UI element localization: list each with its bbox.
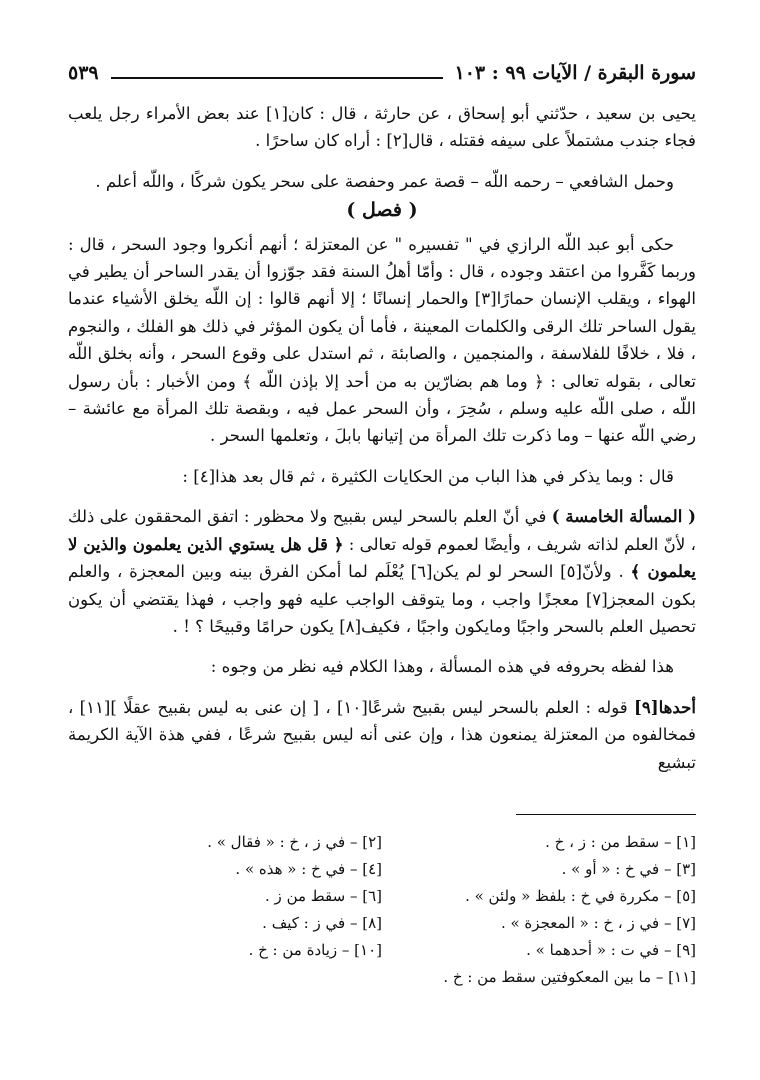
running-header-surah: سورة البقرة / الآيات ٩٩ : ١٠٣	[454, 62, 696, 84]
masala-text-1: في أنّ العلم بالسحر ليس بقبيح ولا محظور : اتفق المحققون على ذلك ، لأنّ العلم لذاته شريف ، وأيضًا لعموم قوله تعالى :	[68, 507, 696, 554]
page-number: ٥٣٩	[68, 62, 99, 84]
page-header	[68, 58, 696, 88]
footnote-separator	[516, 814, 696, 815]
footnote-row	[68, 910, 696, 937]
footnote-1: [١] – سقط من : ز ، خ .	[545, 832, 696, 851]
paragraph-said: قال : وبما يذكر في هذا الباب من الحكايات الكثيرة ، ثم قال بعد هذا[٤] :	[182, 466, 674, 486]
footnote-3: [٣] – في خ : « أو » .	[561, 859, 696, 878]
first-point-label: أحدها[٩]	[633, 696, 696, 717]
masala-label: ( المسألة الخامسة )	[551, 506, 696, 527]
book-page	[68, 58, 696, 1058]
footnote-6: [٦] – سقط من ز .	[265, 886, 382, 905]
header-rule	[111, 77, 443, 79]
footnote-row	[68, 829, 696, 856]
paragraph-razi: حكى أبو عبد اللّه الرازي في " تفسيره " عن المعتزلة ؛ أنهم أنكروا وجود السحر ، قال : وربما كَفَّروا من اعتقد وجوده ، قال : وأمّا أهلُ السنة فقد جوّزوا أن يقدر الساحر أن يطير في الهواء ، ويقلب الإنسان حمارًا[٣] والحمار إنسانًا ؛ إلا أنهم قالوا : إن اللّه يخلق الأشياء عندما يقول الساحر تلك الرقى والكلمات المعينة ، فأما أن يكون المؤثر في ذلك هو الفلك ، والنجوم ، فلا ، خلافًا للفلاسفة ، والمنجمين ، والصابئة ، ثم استدل على وقوع السحر ، وأنه بخلق اللّه تعالى ، بقوله تعالى : ﴿ وما هم بضارّين به من أحد إلا بإذن اللّه ﴾ ومن الأخبار : بأن رسول اللّه ، صلى اللّه عليه وسلم ، سُحِرَ ، وأن السحر عمل فيه ، وبقصة تلك المرأة مع عائشة – رضي اللّه عنها – وما ذكرت تلك المرأة من إتيانها بابلَ ، وتعلمها السحر .	[68, 234, 697, 446]
footnote-8: [٨] – في ز : كيف .	[262, 913, 382, 932]
section-title: ( فصل )	[346, 199, 418, 222]
quran-verse: ﴿ قل هل يستوي الذين يعلمون والذين لا يعلمون ﴾	[68, 533, 697, 582]
footnote-7: [٧] – في ز ، خ : « المعجزة » .	[500, 913, 696, 932]
paragraph-first-point	[68, 694, 696, 776]
paragraph-masala	[68, 503, 696, 640]
footnote-4: [٤] – في خ : « هذه » .	[235, 859, 382, 878]
footnotes	[68, 829, 696, 991]
paragraph-shafii: وحمل الشافعي – رحمه اللّه – قصة عمر وحفصة على سحر يكون شركًا ، واللّه أعلم .	[95, 171, 674, 191]
footnote-row	[68, 856, 696, 883]
footnote-2: [٢] – في ز ، خ : « فقال » .	[207, 832, 382, 851]
footnote-row	[68, 937, 696, 964]
paragraph-narration: يحيى بن سعيد ، حدّثني أبو إسحاق ، عن حارثة ، قال : كان[١] عند بعض الأمراء رجل يلعب فجاء جندب مشتملاً على سيفه فقتله ، قال[٢] : أراه كان ساحرًا .	[68, 104, 696, 151]
first-point-text: قوله : العلم بالسحر ليس بقبيح شرعًا[١٠] ، [ إن عنى به ليس بقبيح عقلًا ][١١] ، فمخالفوه من المعتزلة يمنعون هذا ، وإن عنى أنه ليس بقبيح شرعًا ، ففي هذة الآية الكريمة تبشيع	[68, 697, 696, 772]
page-body	[68, 100, 696, 776]
masala-text-2: . ولأنّ[٥] السحر لو لم يكن[٦] يُعْلَم لما أمكن الفرق بينه وبين المعجزة ، والعلم بكون المعجز[٧] معجزًا واجب ، وما يتوقف الواجب عليه فهو واجب ، فهذا يقتضي أن يكون تحصيل العلم بالسحر واجبًا ومايكون واجبًا ، فكيف[٨] يكون حرامًا وقبيحًا ؟ ! .	[68, 562, 696, 636]
footnote-10: [١٠] – زيادة من : خ .	[248, 940, 382, 959]
footnote-row	[68, 964, 696, 991]
paragraph-conclusion: هذا لفظه بحروفه في هذه المسألة ، وهذا الكلام فيه نظر من وجوه :	[210, 657, 674, 677]
footnote-5: [٥] – مكررة في خ : بلفظ « ولئن » .	[465, 886, 696, 905]
footnote-row	[68, 883, 696, 910]
footnote-11: [١١] – ما بين المعكوفتين سقط من : خ .	[443, 967, 696, 986]
footnote-9: [٩] – في ت : « أحدهما » .	[526, 940, 696, 959]
